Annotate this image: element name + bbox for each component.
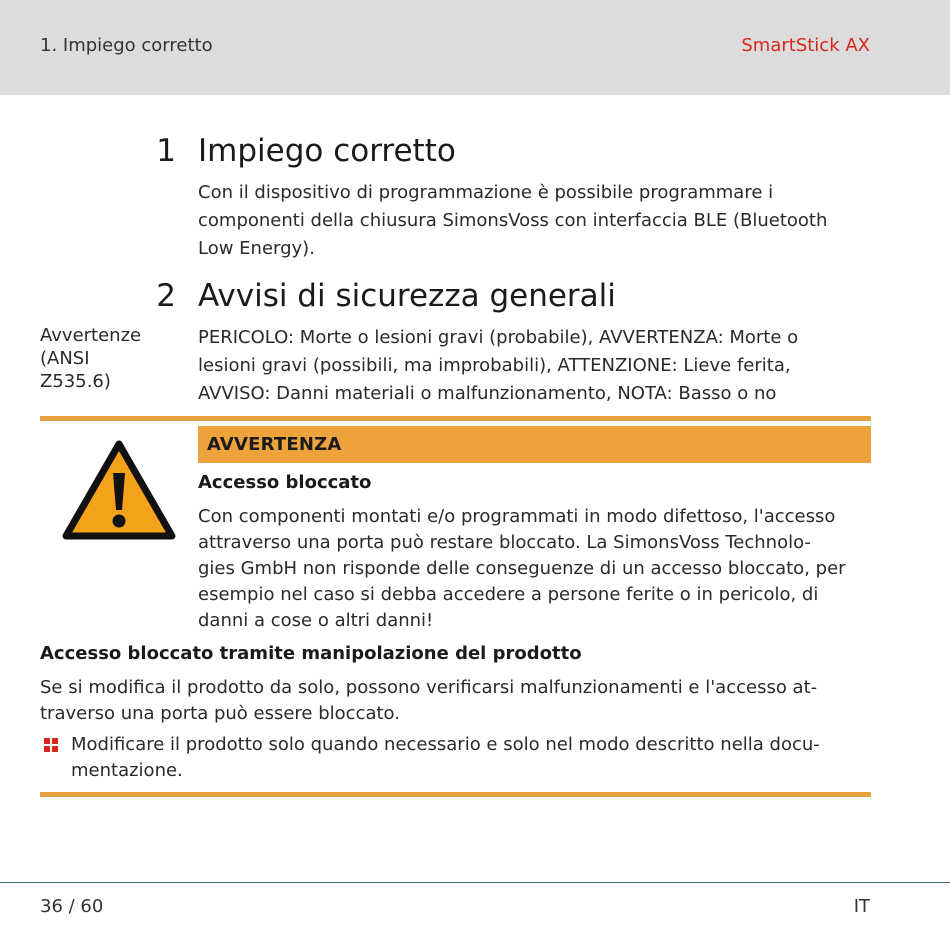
warning-line: attraverso una porta può restare bloccato. La SimonsVoss Technolo- xyxy=(198,532,811,553)
warning-line: gies GmbH non risponde delle conseguenze di un accesso bloccato, per xyxy=(198,558,846,579)
page-number: 36 / 60 xyxy=(40,896,104,917)
warning-bullet-line: Modificare il prodotto solo quando necessario e solo nel modo descritto nella docu- xyxy=(71,734,820,755)
section-2-line: AVVISO: Danni materiali o malfunzionamento, NOTA: Basso o no xyxy=(198,383,777,404)
section-1-line: componenti della chiusura SimonsVoss con interfaccia BLE (Bluetooth xyxy=(198,210,828,231)
warning-line: danni a cose o altri danni! xyxy=(198,610,434,631)
section-2-title: Avvisi di sicurezza generali xyxy=(198,278,616,314)
warning-label-bar xyxy=(198,426,871,463)
section-2-line: lesioni gravi (possibili, ma improbabili), ATTENZIONE: Lieve ferita, xyxy=(198,355,791,376)
warning-sub-body xyxy=(40,675,817,727)
warning-subheading: Accesso bloccato tramite manipolazione del prodotto xyxy=(40,643,582,664)
page-header xyxy=(0,0,950,95)
section-1-body xyxy=(198,179,827,263)
language-code: IT xyxy=(853,896,870,917)
side-label-line: Avvertenze xyxy=(40,325,142,346)
side-label-line: (ANSI xyxy=(40,348,90,369)
warning-top-rule xyxy=(40,416,871,421)
section-2-body xyxy=(198,324,798,408)
warning-bullet-line: mentazione. xyxy=(71,760,183,781)
warning-line: esempio nel caso si debba accedere a persone ferite o in pericolo, di xyxy=(198,584,819,605)
warning-sub-line: traverso una porta può essere bloccato. xyxy=(40,703,400,724)
section-2-line: PERICOLO: Morte o lesioni gravi (probabile), AVVERTENZA: Morte o xyxy=(198,327,799,348)
section-1-number: 1 xyxy=(156,133,176,169)
section-2-number: 2 xyxy=(156,278,176,314)
header-section-title: 1. Impiego corretto xyxy=(40,35,213,56)
side-label-line: Z535.6) xyxy=(40,371,111,392)
section-1-title: Impiego corretto xyxy=(198,133,456,169)
side-label-avvertenze xyxy=(40,324,190,393)
warning-body xyxy=(198,504,846,634)
warning-bullet-item xyxy=(71,732,820,784)
warning-line: Con componenti montati e/o programmati in modo difettoso, l'accesso xyxy=(198,506,836,527)
warning-sub-line: Se si modifica il prodotto da solo, possono verificarsi malfunzionamenti e l'accesso at- xyxy=(40,677,818,698)
section-1-line: Low Energy). xyxy=(198,238,315,259)
footer-divider xyxy=(0,882,950,883)
warning-heading: Accesso bloccato xyxy=(198,472,372,493)
header-product-name: SmartStick AX xyxy=(741,35,870,56)
warning-bottom-rule xyxy=(40,792,871,797)
warning-triangle-icon xyxy=(62,440,176,540)
section-1-line: Con il dispositivo di programmazione è possibile programmare i xyxy=(198,182,774,203)
bullet-squares-icon xyxy=(44,738,58,752)
warning-label: AVVERTENZA xyxy=(207,434,342,455)
